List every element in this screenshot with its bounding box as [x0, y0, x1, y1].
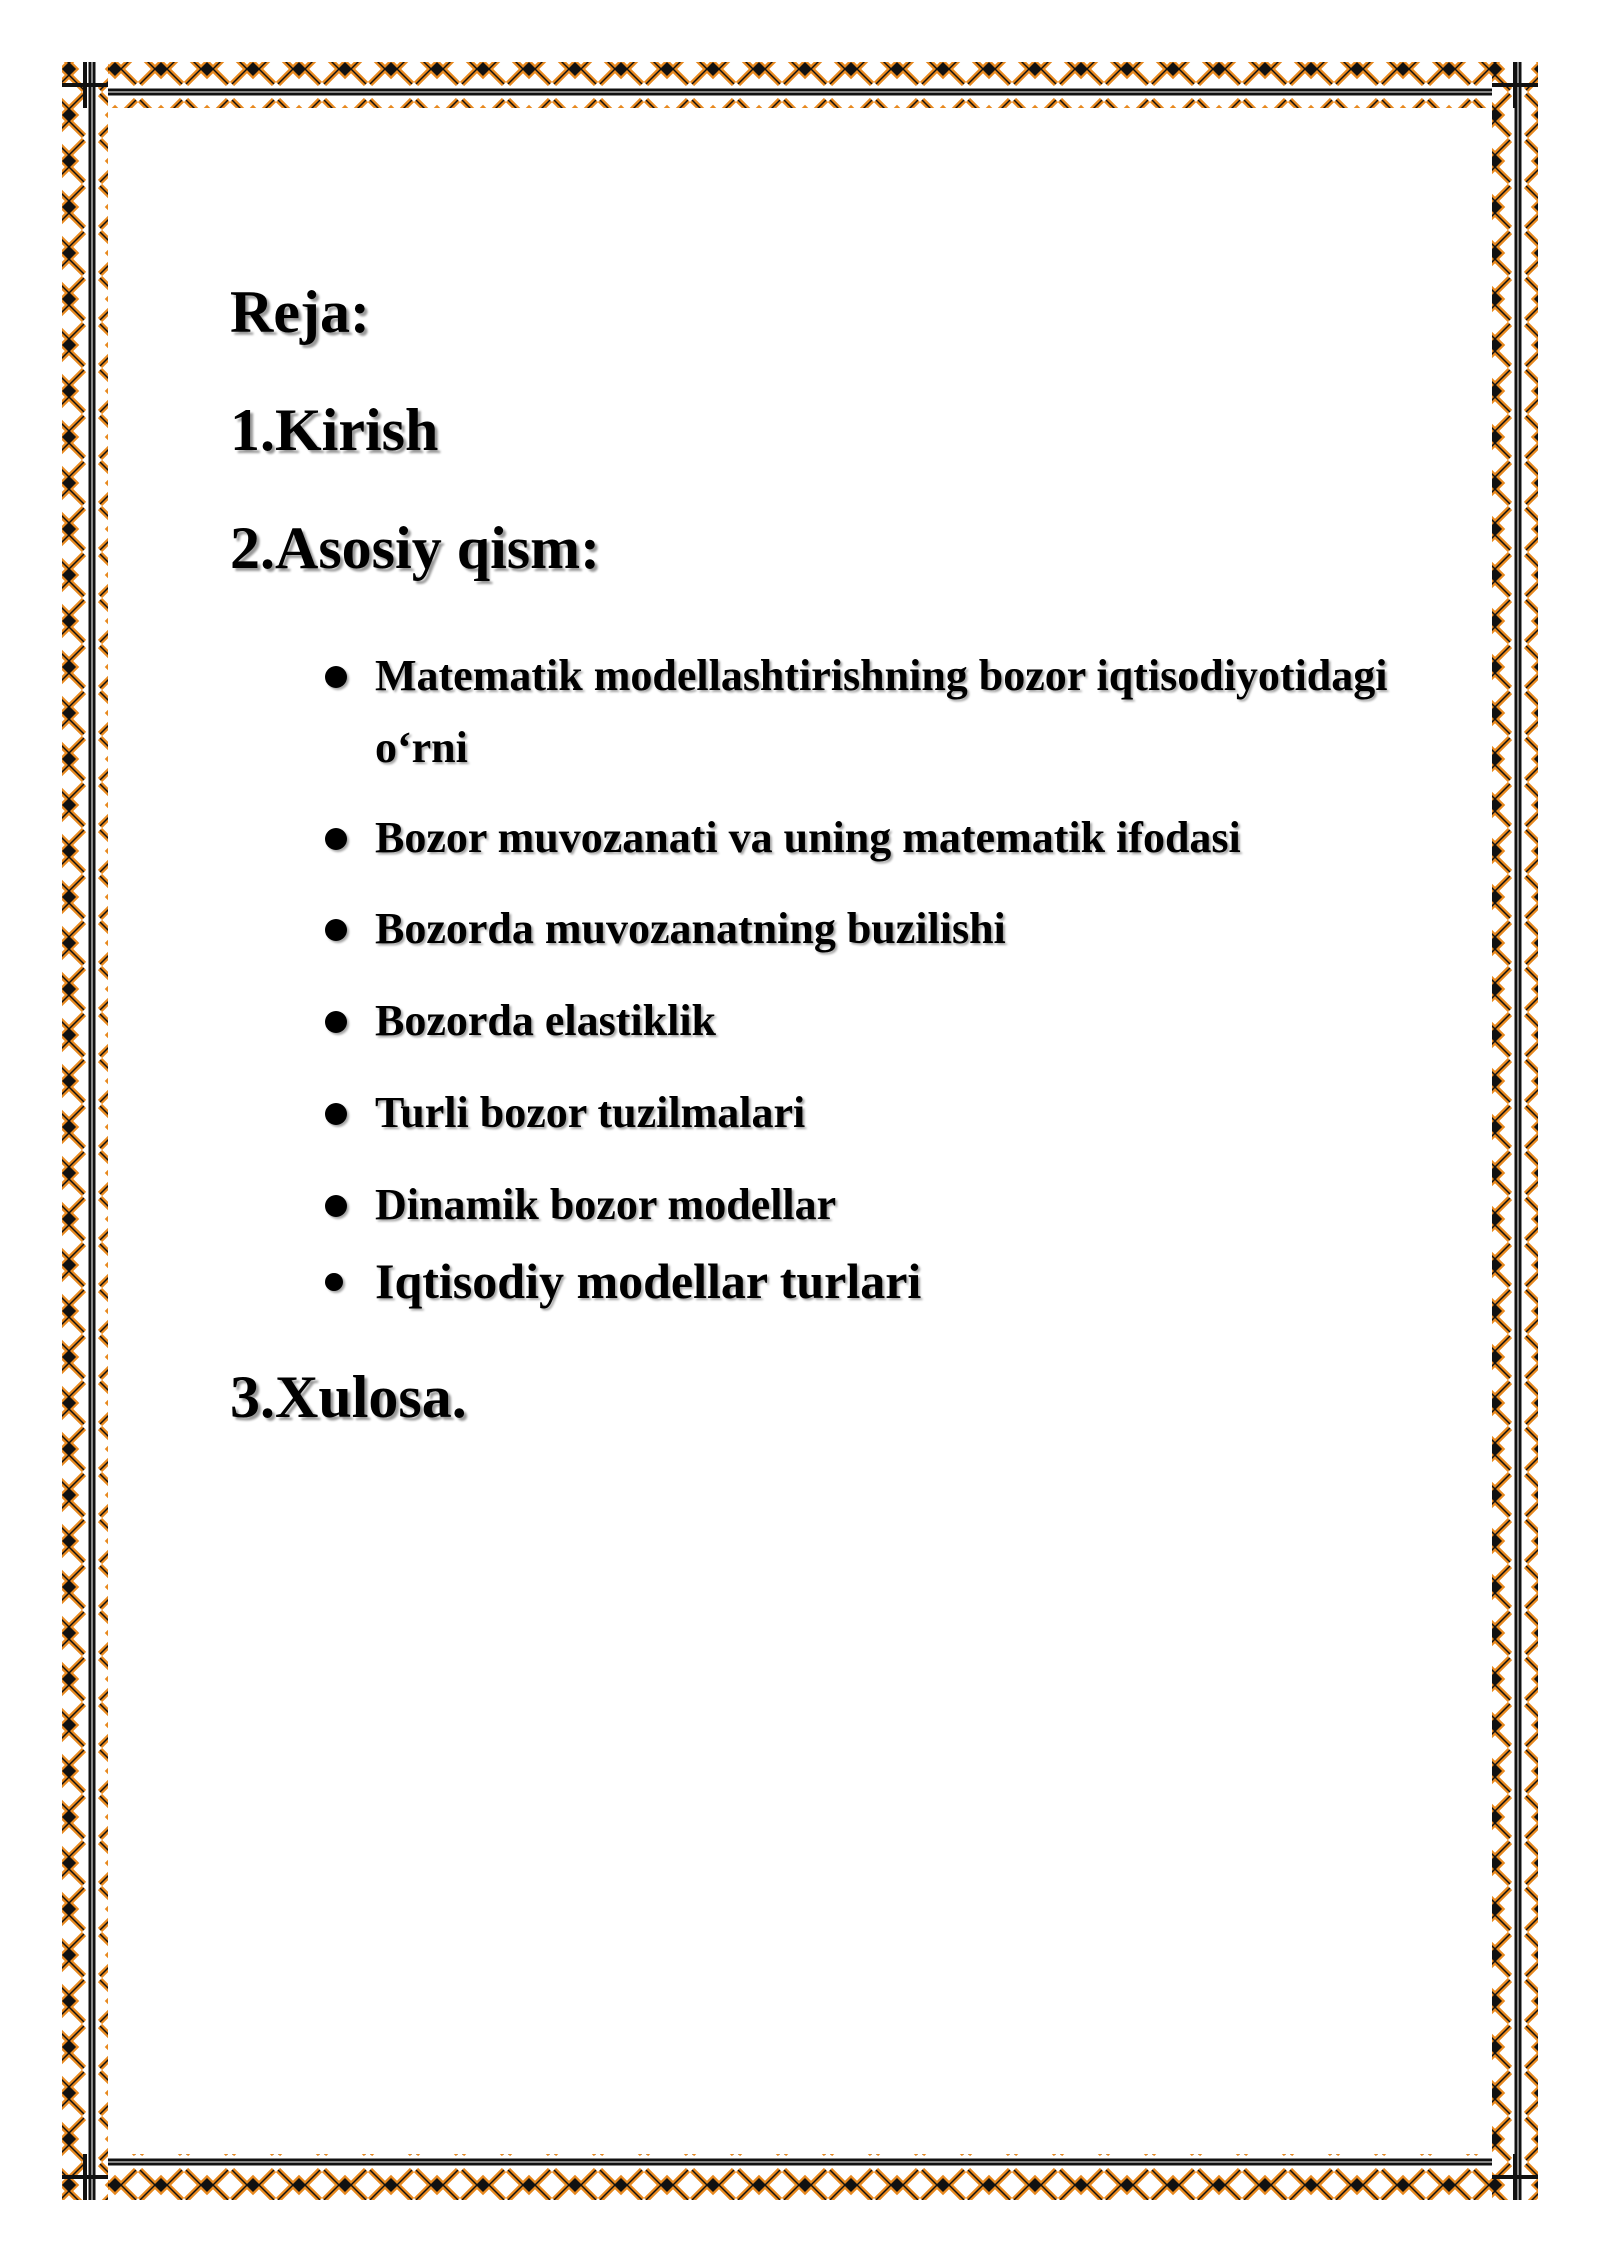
border-left	[62, 62, 108, 2200]
list-item	[325, 985, 1405, 1057]
section-conclusion: 3.Xulosa.	[230, 1364, 467, 1430]
border-top	[62, 62, 1538, 108]
section-intro: 1.Kirish	[230, 397, 439, 463]
plan-title: Reja:	[230, 279, 370, 345]
bullet-icon	[325, 1195, 347, 1217]
bullet-icon	[325, 919, 347, 941]
bullet-icon	[325, 1273, 343, 1291]
list-item-text: Turli bozor tuzilmalari	[375, 1088, 806, 1137]
list-item-text: Dinamik bozor modellar	[375, 1180, 837, 1229]
list-item	[325, 640, 1405, 784]
bullet-icon	[325, 1103, 347, 1125]
list-item-text: Bozor muvozanati va uning matematik ifodasi	[375, 813, 1241, 862]
section-main: 2.Asosiy qism:	[230, 515, 601, 581]
bullet-icon	[325, 1011, 347, 1033]
list-item	[325, 893, 1405, 965]
border-right	[1492, 62, 1538, 2200]
list-item	[325, 802, 1405, 874]
list-item-text: Bozorda elastiklik	[375, 996, 717, 1045]
bullet-icon	[325, 666, 347, 688]
list-item-text: Iqtisodiy modellar turlari	[375, 1253, 922, 1309]
bullet-icon	[325, 828, 347, 850]
list-item	[325, 1169, 1405, 1241]
list-item	[325, 1245, 1405, 1317]
border-bottom	[62, 2154, 1538, 2200]
list-item	[325, 1077, 1405, 1149]
list-item-text: Bozorda muvozanatning buzilishi	[375, 904, 1006, 953]
list-item-text: Matematik modellashtirishning bozor iqtisodiyotidagi o‘rni	[375, 651, 1388, 772]
